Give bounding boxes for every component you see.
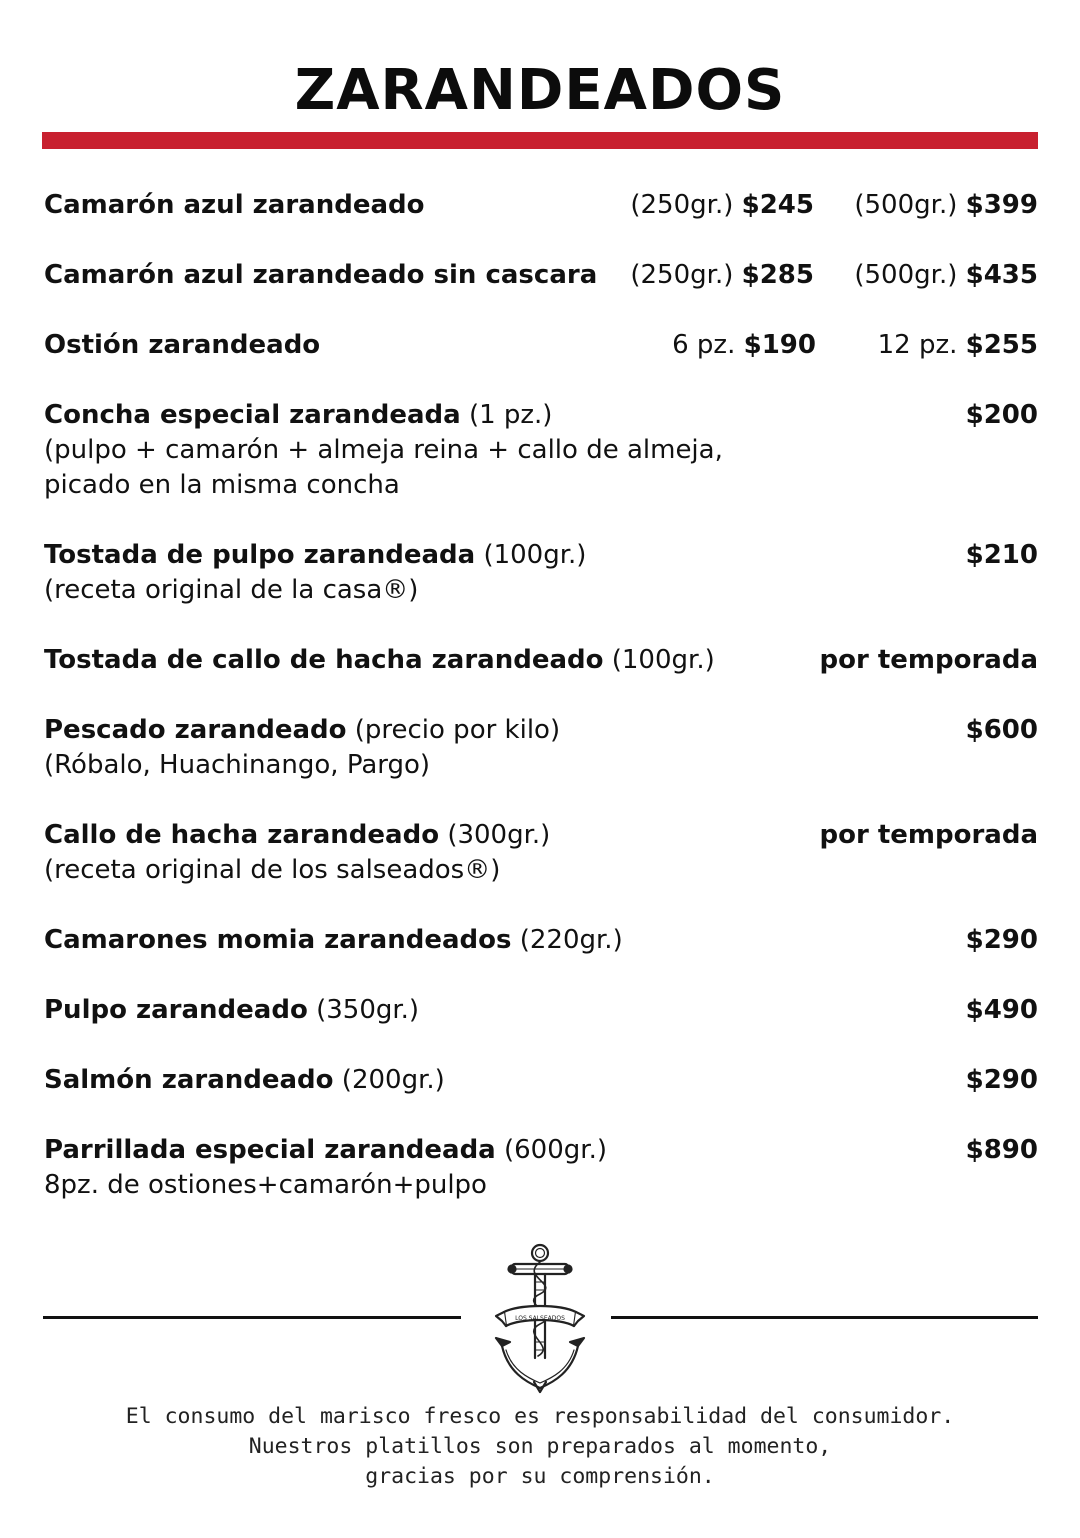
item-name: Tostada de callo de hacha zarandeado <box>44 645 604 675</box>
menu-item <box>44 398 1038 503</box>
item-description: (receta original de los salseados®) <box>44 855 501 885</box>
footer-line: El consumo del marisco fresco es responsabilidad del consumidor. <box>125 1404 955 1429</box>
item-note: (600gr.) <box>504 1135 607 1165</box>
title-underline-bar <box>42 132 1038 149</box>
item-price: $490 <box>965 995 1038 1025</box>
item-name: Camarones momia zarandeados <box>44 925 512 955</box>
item-name: Callo de hacha zarandeado <box>44 820 440 850</box>
item-name: Ostión zarandeado <box>44 330 321 360</box>
item-price-large: (500gr.) $399 <box>854 190 1038 220</box>
item-description: (Róbalo, Huachinango, Pargo) <box>44 750 431 780</box>
item-description: (pulpo + camarón + almeja reina + callo de almeja, <box>44 435 723 465</box>
item-price: por temporada <box>819 820 1038 850</box>
item-note: (1 pz.) <box>468 400 553 430</box>
footer-disclaimer <box>0 1402 1080 1492</box>
item-price-small: 6 pz. $190 <box>672 330 816 360</box>
item-note: (100gr.) <box>611 645 715 675</box>
item-price-large: (500gr.) $435 <box>854 260 1038 290</box>
item-description: picado en la misma concha <box>44 470 400 500</box>
item-name: Pulpo zarandeado <box>44 995 308 1025</box>
item-description: (receta original de la casa®) <box>44 575 419 605</box>
menu-item <box>44 1063 1038 1098</box>
item-name: Camarón azul zarandeado sin cascara <box>44 260 598 290</box>
menu-title: ZARANDEADOS <box>294 58 786 123</box>
item-price-small: (250gr.) $285 <box>630 260 814 290</box>
item-price: $200 <box>965 400 1038 430</box>
menu-item <box>44 1133 1038 1203</box>
item-note: (100gr.) <box>483 540 587 570</box>
menu-item <box>44 993 1038 1028</box>
item-price: $210 <box>965 540 1038 570</box>
menu-item <box>44 713 1038 783</box>
item-name: Pescado zarandeado <box>44 715 347 745</box>
item-name: Camarón azul zarandeado <box>44 190 425 220</box>
divider-right <box>611 1316 1038 1319</box>
item-price: $290 <box>965 1065 1038 1095</box>
item-price: $600 <box>965 715 1038 745</box>
item-price: $290 <box>965 925 1038 955</box>
item-price: por temporada <box>819 645 1038 675</box>
footer-line: Nuestros platillos son preparados al momento, <box>248 1434 832 1459</box>
divider-left <box>43 1316 461 1319</box>
menu-item <box>44 923 1038 958</box>
item-note: (200gr.) <box>341 1065 445 1095</box>
item-note: (300gr.) <box>447 820 551 850</box>
item-note: (350gr.) <box>316 995 420 1025</box>
item-name: Tostada de pulpo zarandeada <box>44 540 476 570</box>
item-price: $890 <box>965 1135 1038 1165</box>
item-note: (precio por kilo) <box>354 715 561 745</box>
item-price-large: 12 pz. $255 <box>877 330 1038 360</box>
item-name: Parrillada especial zarandeada <box>44 1135 496 1165</box>
menu-item <box>44 643 1038 678</box>
logo-text: LOS SALSEADOS <box>515 1315 565 1322</box>
menu-item <box>44 188 1038 223</box>
item-note: (220gr.) <box>519 925 623 955</box>
item-price-small: (250gr.) $245 <box>630 190 814 220</box>
item-description: 8pz. de ostiones+camarón+pulpo <box>44 1170 487 1200</box>
menu-item <box>44 258 1038 293</box>
item-name: Concha especial zarandeada <box>44 400 461 430</box>
anchor-icon <box>490 1242 590 1394</box>
menu-item <box>44 818 1038 888</box>
item-name: Salmón zarandeado <box>44 1065 334 1095</box>
menu-item <box>44 328 1038 363</box>
menu-item <box>44 538 1038 608</box>
footer-line: gracias por su comprensión. <box>365 1464 715 1489</box>
